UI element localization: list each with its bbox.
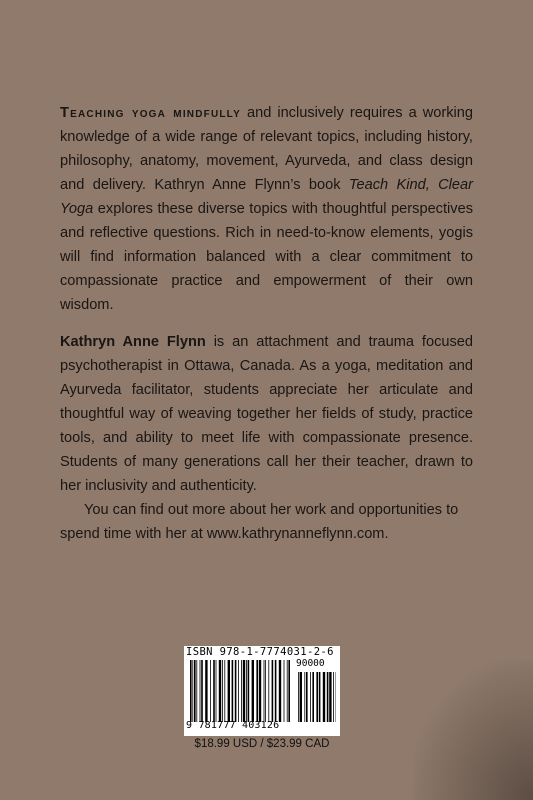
author-name: Kathryn Anne Flynn <box>60 334 206 350</box>
more-info: You can find out more about her work and opportunities to spend time with her at www.kathrynanneflynn.com. <box>60 502 459 542</box>
barcode-addon-bars <box>298 672 336 722</box>
blurb-text-2: explores these diverse topics with thoughtful perspectives and reflective questions. Rich in need-to-know elements, yogis will find information balanced with a clear commitment to compassionate practice and empowerment of their own wisdom. <box>60 201 473 313</box>
corner-shadow <box>413 660 533 800</box>
blurb-text-1: and inclusively requires a working knowledge of a wide range of relevant topics, including history, philosophy, anatomy, movement, Ayurveda, and class design and delivery. Kathryn Anne Flynn’s book <box>60 105 473 193</box>
price: $18.99 USD / $23.99 CAD <box>194 738 330 750</box>
ean-digits: 9 781777 403126 <box>186 720 280 731</box>
book-blurb <box>60 101 473 317</box>
book-title: Teach Kind, Clear Yoga <box>60 177 473 217</box>
isbn-label: ISBN 978-1-7774031-2-6 <box>186 646 334 658</box>
barcode-addon-number: 90000 <box>296 658 325 669</box>
isbn-barcode <box>184 646 340 736</box>
author-bio <box>60 330 473 498</box>
barcode-bars <box>190 660 290 722</box>
blurb-lead: Teaching yoga mindfully <box>60 105 241 121</box>
bio-text: is an attachment and trauma focused psychotherapist in Ottawa, Canada. As a yoga, meditation and Ayurveda facilitator, students appreciate her articulate and thoughtful way of weaving together her fields of study, practice tools, and ability to meet life with compassionate presence. Students of many generations call her their teacher, drawn to her inclusivity and authenticity. <box>60 334 474 494</box>
